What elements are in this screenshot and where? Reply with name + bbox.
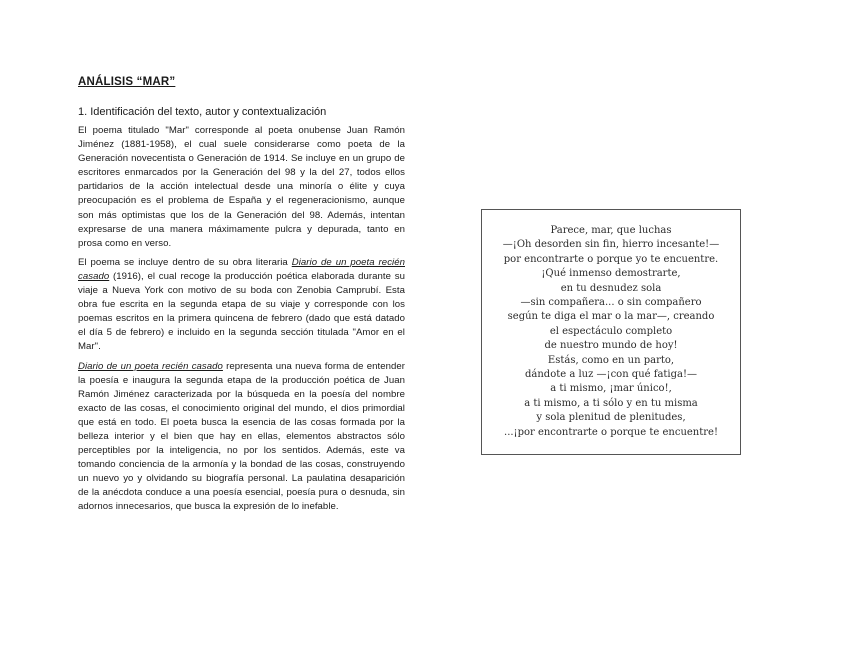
poem-box [481, 209, 741, 455]
paragraph-2 [78, 256, 405, 355]
paragraph-2-intro: El poema se incluye dentro de su obra literaria [78, 256, 292, 268]
poem-line: el espectáculo completo [549, 325, 673, 337]
paragraph-2-rest: (1916), el cual recoge la producción poética elaborada durante su viaje a Nueva York con motivo de su boda con Zenobia Camprubí. Esta obra fue escrita en la segunda etapa de su viaje y corresponde con los poemas escritos en la primera quincena de febrero (dado que está datado el día 5 de febrero) e incluido en la segunda sección titulada "Amor en el Mar". [78, 270, 405, 353]
section-heading: 1. Identificación del texto, autor y contextualización [78, 106, 327, 118]
document-title: ANÁLISIS “MAR” [78, 76, 176, 88]
paragraph-1: El poema titulado "Mar" corresponde al poeta onubense Juan Ramón Jiménez (1881-1958), el cual suele considerarse como poeta de la Generación novecentista o Generación de 1914. Se incluye en un grupo de escritores enmarcados por la Generación del 98 y la del 27, todos ellos partidarios de la acción intelectual desde una minoría o élite y cuya preocupación es el problema de España y el regeneracionismo, aunque son más optimistas que los de la Generación del 98. Además, intentan expresarse de una manera máximamente pulcra y depurada, tanto en prosa como en verso. [78, 125, 405, 249]
body-text-column [78, 124, 405, 520]
poem-line: según te diga el mar o la mar—, creando [507, 311, 715, 323]
book-title-reference: Diario de un poeta recién casado [78, 256, 405, 282]
book-title-reference: Diario de un poeta recién casado [78, 360, 223, 372]
paragraph-3 [78, 360, 405, 515]
poem-line: a ti mismo, ¡mar único!, [550, 383, 672, 395]
paragraph-3-rest: representa una nueva forma de entender la poesía e inaugura la segunda etapa de la producción poética de Juan Ramón Jiménez caracterizada por la búsqueda en la poesía del nombre exacto de las cosas, el conocimiento original del mundo, el dios primordial que está en todo. El poeta busca la esencia de las cosas formada por la belleza interior y el bien que hay en ellas, elementos abstractos sólo perceptibles por la inteligencia, no por los sentidos. Además, este va tomando conciencia de la armonía y la bondad de las cosas, construyendo un nuevo yo y olvidando su biografía personal. La paulatina desaparición de la anécdota conduce a una poesía esencial, poesía pura o desnuda, sin adornos innecesarios, que busca la expresión de lo inefable. [78, 360, 405, 513]
poem-line: Parece, mar, que luchas [550, 225, 672, 236]
poem-line: a ti mismo, a ti sólo y en tu misma [524, 397, 698, 409]
poem-line: y sola plenitud de plenitudes, [536, 412, 686, 424]
poem-line: de nuestro mundo de hoy! [544, 340, 678, 352]
poem-line: en tu desnudez sola [560, 282, 662, 294]
poem-line: —¡Oh desorden sin fin, hierro incesante!— [502, 239, 720, 251]
poem-text [482, 224, 740, 440]
poem-line: por encontrarte o porque yo te encuentre. [503, 253, 719, 265]
poem-line: Estás, como en un parto, [547, 354, 675, 366]
poem-line: ¡Qué inmenso demostrarte, [541, 268, 681, 280]
poem-line: dándote a luz —¡con qué fatiga!— [524, 369, 698, 381]
poem-line: —sin compañera... o sin compañero [520, 297, 702, 309]
poem-line: ...¡por encontrarte o porque te encuentre! [504, 426, 718, 438]
